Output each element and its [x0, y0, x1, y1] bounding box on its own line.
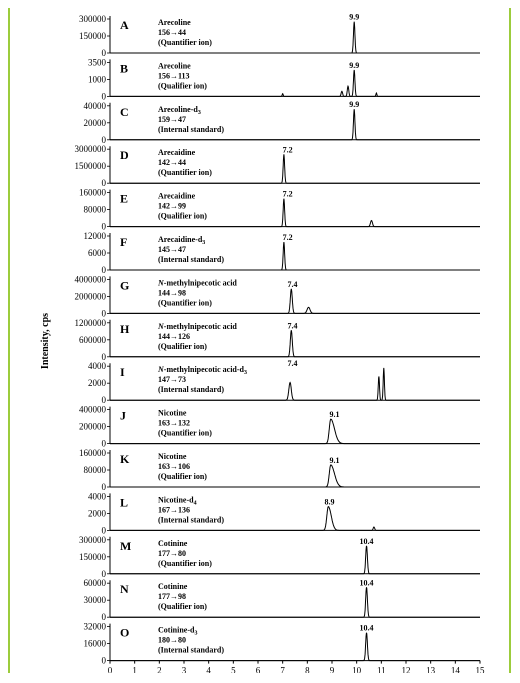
- y-tick-label: 400000: [79, 404, 106, 415]
- y-tick-label: 200000: [79, 421, 106, 432]
- y-tick-label: 0: [101, 48, 106, 58]
- y-tick-label: 300000: [79, 14, 106, 24]
- x-tick-label: 0: [107, 665, 113, 673]
- peak-retention-label: 9.9: [349, 12, 360, 22]
- ion-type: (Internal standard): [158, 385, 225, 395]
- compound-name: N-methylnipecotic acid: [158, 321, 237, 331]
- panel-letter: O: [120, 625, 130, 640]
- compound-name: Arecoline-$d_3$: [158, 104, 201, 116]
- x-tick-label: 15: [475, 665, 485, 673]
- panel-letter: G: [120, 278, 130, 293]
- y-tick-label: 80000: [83, 204, 106, 215]
- compound-name: Arecaidine-$d_3$: [158, 235, 206, 246]
- y-tick-label: 0: [101, 178, 106, 189]
- y-tick-label: 2000: [88, 378, 106, 389]
- ion-type: (Qualifier ion): [158, 211, 207, 221]
- ion-type: (Quantifier ion): [158, 38, 212, 47]
- peak-retention-label: 7.4: [287, 321, 298, 331]
- ion-transition: 144→126: [158, 331, 190, 341]
- y-tick-label: 0: [101, 438, 106, 449]
- y-tick-label: 12000: [83, 231, 106, 241]
- panel-letter: F: [120, 235, 128, 249]
- panel-letter: I: [120, 365, 125, 380]
- ion-type: (Qualifier ion): [158, 81, 207, 91]
- y-tick-label: 150000: [79, 551, 106, 562]
- panel-letter: J: [120, 408, 126, 423]
- ion-transition: 144→98: [158, 288, 186, 298]
- y-tick-label: 4000: [88, 361, 106, 372]
- ion-transition: 147→73: [158, 375, 186, 385]
- peak-retention-label: 10.4: [359, 536, 374, 546]
- ion-transition: 156→113: [158, 71, 190, 81]
- x-tick-label: 9: [329, 665, 335, 673]
- peak-retention-label: 7.4: [287, 358, 298, 368]
- y-tick-label: 600000: [79, 334, 106, 345]
- ion-type: (Qualifier ion): [158, 602, 207, 612]
- ion-type: (Internal standard): [158, 515, 225, 525]
- y-tick-label: 4000: [88, 491, 106, 502]
- compound-name: N-methylnipecotic acid: [158, 278, 237, 288]
- panel-letter: M: [120, 538, 132, 553]
- ion-transition: 163→132: [158, 418, 190, 428]
- y-tick-label: 300000: [79, 534, 106, 545]
- y-tick-label: 16000: [83, 638, 106, 649]
- y-tick-label: 0: [101, 612, 106, 623]
- y-tick-label: 1000: [88, 74, 106, 85]
- compound-name: Arecoline: [158, 61, 191, 71]
- peak-retention-label: 9.9: [349, 100, 360, 110]
- ion-transition: 180→80: [158, 635, 186, 645]
- y-tick-label: 3000000: [74, 144, 106, 155]
- ion-transition: 177→98: [158, 592, 186, 602]
- y-tick-label: 30000: [83, 595, 106, 606]
- y-tick-label: 6000: [88, 248, 106, 258]
- ion-transition: 159→47: [158, 114, 186, 124]
- y-tick-label: 4000000: [74, 274, 106, 285]
- ion-type: (Quantifier ion): [158, 558, 212, 568]
- compound-name: Cotinine: [158, 538, 188, 548]
- y-tick-label: 1500000: [74, 161, 106, 172]
- panel-letter: N: [120, 582, 129, 597]
- x-tick-label: 13: [426, 665, 436, 673]
- y-tick-label: 60000: [83, 578, 106, 589]
- peak-retention-label: 7.4: [287, 279, 298, 289]
- y-tick-label: 20000: [83, 117, 106, 128]
- ion-transition: 145→47: [158, 245, 186, 254]
- ion-type: (Quantifier ion): [158, 168, 212, 178]
- panel-letter: D: [120, 148, 129, 163]
- x-tick-label: 14: [450, 665, 460, 673]
- ion-transition: 156→44: [158, 28, 186, 37]
- y-tick-label: 0: [101, 525, 106, 536]
- compound-name: Arecaidine: [158, 191, 196, 201]
- y-tick-label: 0: [101, 351, 106, 362]
- y-tick-label: 0: [101, 91, 106, 102]
- y-tick-label: 32000: [83, 621, 106, 632]
- compound-name: Arecaidine: [158, 148, 196, 158]
- panel-letter: E: [120, 191, 129, 206]
- y-tick-label: 150000: [79, 31, 106, 41]
- ion-transition: 163→106: [158, 462, 190, 471]
- y-tick-label: 0: [101, 265, 106, 275]
- ion-type: (Qualifier ion): [158, 341, 207, 351]
- ion-transition: 167→136: [158, 505, 190, 515]
- x-tick-label: 3: [181, 665, 187, 673]
- peak-retention-label: 7.2: [282, 145, 293, 155]
- x-tick-label: 5: [231, 665, 236, 673]
- panel-letter: B: [120, 61, 129, 76]
- panel-letter: L: [120, 495, 129, 510]
- panel-letter: K: [120, 452, 130, 466]
- x-tick-label: 1: [132, 665, 137, 673]
- peak-retention-label: 8.9: [324, 497, 335, 507]
- y-tick-label: 0: [101, 308, 106, 319]
- y-tick-label: 3500: [88, 57, 106, 68]
- x-tick-label: 12: [401, 665, 411, 673]
- ion-transition: 142→99: [158, 201, 186, 211]
- x-tick-label: 8: [305, 665, 310, 673]
- y-tick-label: 0: [101, 655, 106, 666]
- figure-frame: [8, 8, 511, 673]
- x-tick-label: 4: [206, 665, 211, 673]
- x-tick-label: 2: [157, 665, 162, 673]
- ion-transition: 177→80: [158, 548, 186, 558]
- compound-name: Nicotine-$d_4$: [158, 495, 197, 507]
- y-axis-title: Intensity, cps: [40, 312, 51, 370]
- ion-type: (Internal standard): [158, 645, 225, 655]
- y-tick-label: 1200000: [74, 317, 106, 328]
- panel-letter: C: [120, 104, 129, 119]
- y-tick-label: 0: [101, 134, 106, 145]
- y-tick-label: 0: [101, 221, 106, 232]
- compound-name: Nicotine: [158, 452, 187, 461]
- peak-retention-label: 9.1: [329, 410, 340, 420]
- ion-transition: 142→44: [158, 158, 186, 168]
- x-tick-label: 6: [255, 665, 261, 673]
- peak-retention-label: 7.2: [282, 233, 293, 243]
- ion-type: (Quantifier ion): [158, 428, 212, 438]
- y-tick-label: 40000: [83, 100, 106, 111]
- y-tick-label: 2000: [88, 508, 106, 519]
- panel-letter: H: [120, 321, 130, 336]
- peak-retention-label: 10.4: [359, 623, 374, 633]
- peak-retention-label: 9.1: [329, 455, 340, 465]
- x-tick-label: 7: [280, 665, 285, 673]
- compound-name: N-methylnipecotic acid-$d_3$: [158, 365, 247, 377]
- compound-name: Nicotine: [158, 408, 187, 418]
- y-tick-label: 0: [101, 568, 106, 579]
- ion-type: (Internal standard): [158, 255, 225, 264]
- peak-retention-label: 7.2: [282, 189, 293, 199]
- y-tick-label: 0: [101, 395, 106, 406]
- peak-retention-label: 10.4: [359, 578, 374, 588]
- ion-type: (Qualifier ion): [158, 472, 207, 481]
- chromatogram-figure: [10, 8, 513, 673]
- x-tick-label: 10: [352, 665, 362, 673]
- ion-type: (Internal standard): [158, 124, 225, 134]
- panel-letter: A: [120, 18, 129, 32]
- y-tick-label: 0: [101, 482, 106, 492]
- y-tick-label: 2000000: [74, 291, 106, 302]
- y-tick-label: 160000: [79, 187, 106, 198]
- y-tick-label: 80000: [83, 465, 106, 475]
- y-tick-label: 160000: [79, 448, 106, 458]
- peak-retention-label: 9.9: [349, 60, 360, 70]
- compound-name: Cotinine: [158, 582, 188, 592]
- compound-name: Cotinine-$d_3$: [158, 625, 198, 637]
- x-tick-label: 11: [376, 665, 386, 673]
- ion-type: (Quantifier ion): [158, 298, 212, 308]
- compound-name: Arecoline: [158, 18, 191, 27]
